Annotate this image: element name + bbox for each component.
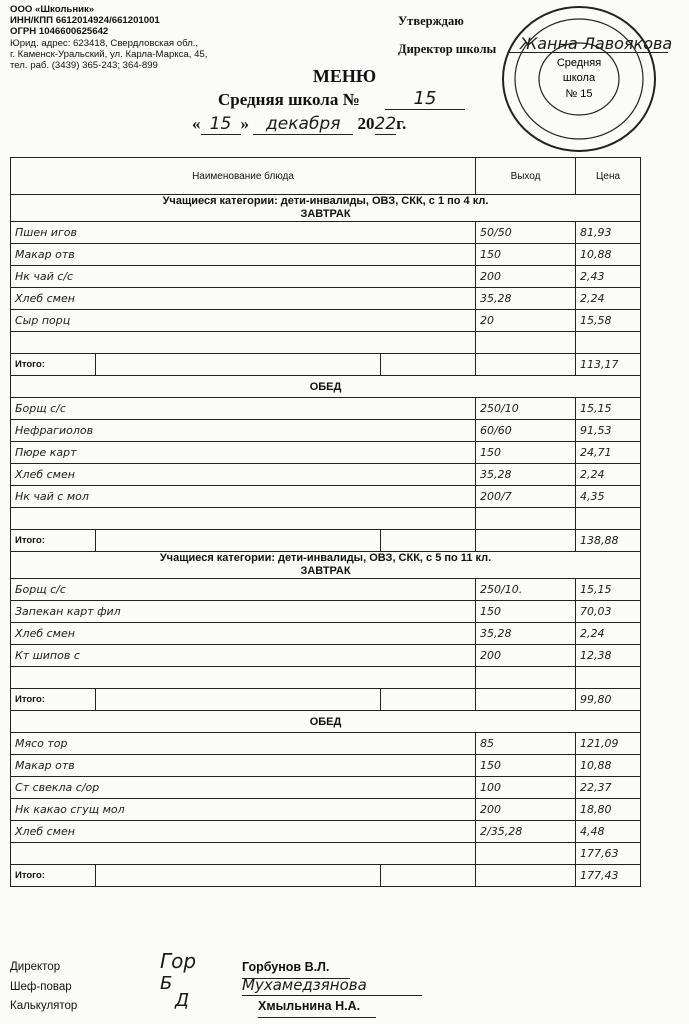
dish-output: 2/35,28 bbox=[476, 821, 576, 843]
signature-role: Калькулятор bbox=[10, 1000, 78, 1012]
total-value: 99,80 bbox=[576, 689, 641, 711]
empty-cell bbox=[11, 332, 476, 354]
dish-name: Макар отв bbox=[11, 755, 476, 777]
column-header-price: Цена bbox=[576, 158, 641, 195]
menu-date bbox=[192, 114, 406, 135]
signature-mark: Гор bbox=[160, 949, 197, 973]
date-close-quote: » bbox=[240, 114, 249, 133]
dish-name: Борщ с/с bbox=[11, 579, 476, 601]
meal-title: ОБЕД bbox=[11, 376, 641, 398]
org-name: ООО «Школьник» bbox=[10, 4, 95, 15]
dish-row bbox=[11, 310, 641, 332]
category-title: Учащиеся категории: дети-инвалиды, ОВЗ, СКК, с 1 по 4 кл. bbox=[162, 195, 489, 207]
total-spacer bbox=[381, 689, 476, 711]
dish-price: 15,15 bbox=[576, 398, 641, 420]
total-spacer bbox=[381, 530, 476, 552]
dish-name: Хлеб смен bbox=[11, 821, 476, 843]
column-header-name: Наименование блюда bbox=[11, 158, 476, 195]
stamp-line-3: № 15 bbox=[565, 88, 593, 100]
signature-name: Хмыльнина Н.А. bbox=[258, 997, 376, 1018]
org-address-1: Юрид. адрес: 623418, Свердловская обл., bbox=[10, 37, 199, 49]
empty-row bbox=[11, 667, 641, 689]
total-label: Итого: bbox=[11, 354, 96, 376]
table-header-row bbox=[11, 158, 641, 195]
dish-output: 150 bbox=[476, 244, 576, 266]
category-cell bbox=[11, 552, 641, 579]
category-row bbox=[11, 195, 641, 222]
signature-name: Горбунов В.Л. bbox=[242, 958, 350, 979]
total-row bbox=[11, 865, 641, 887]
signatures-block bbox=[10, 949, 367, 1017]
total-spacer bbox=[381, 354, 476, 376]
total-value: 138,88 bbox=[576, 530, 641, 552]
empty-cell bbox=[11, 843, 476, 865]
dish-row bbox=[11, 222, 641, 244]
dish-output: 60/60 bbox=[476, 420, 576, 442]
empty-cell bbox=[476, 843, 576, 865]
dish-name: Нк какао сгущ мол bbox=[11, 799, 476, 821]
dish-output: 35,28 bbox=[476, 464, 576, 486]
dish-row bbox=[11, 777, 641, 799]
category-title: Учащиеся категории: дети-инвалиды, ОВЗ, СКК, с 5 по 11 кл. bbox=[159, 552, 492, 564]
organization-block bbox=[10, 4, 207, 71]
empty-cell bbox=[11, 508, 476, 530]
signature-role: Шеф-повар bbox=[10, 980, 72, 993]
director-label: Директор школы bbox=[398, 42, 497, 56]
dish-price: 70,03 bbox=[576, 601, 641, 623]
category-row bbox=[11, 552, 641, 579]
date-year-end: г. bbox=[396, 114, 407, 133]
total-label: Итого: bbox=[11, 530, 96, 552]
empty-cell bbox=[476, 508, 576, 530]
date-day: 15 bbox=[201, 114, 241, 135]
date-month: декабря bbox=[253, 114, 353, 135]
dish-price: 4,48 bbox=[576, 821, 641, 843]
meal-title: ЗАВТРАК bbox=[300, 208, 351, 220]
dish-name: Ст свекла с/ор bbox=[11, 777, 476, 799]
dish-output: 200 bbox=[476, 645, 576, 667]
total-spacer bbox=[476, 354, 576, 376]
total-spacer bbox=[96, 354, 381, 376]
total-spacer bbox=[476, 865, 576, 887]
dish-name: Хлеб смен bbox=[11, 464, 476, 486]
org-ogrn: ОГРН 1046600625642 bbox=[10, 26, 109, 38]
meal-title: ОБЕД bbox=[11, 711, 641, 733]
stamp-line-2: школа bbox=[562, 72, 596, 84]
dish-output: 150 bbox=[476, 755, 576, 777]
dish-output: 85 bbox=[476, 733, 576, 755]
dish-output: 150 bbox=[476, 601, 576, 623]
subtotal-value: 177,63 bbox=[576, 843, 641, 865]
dish-name: Борщ с/с bbox=[11, 398, 476, 420]
dish-row bbox=[11, 486, 641, 508]
total-spacer bbox=[476, 689, 576, 711]
dish-name: Нефрагиолов bbox=[11, 420, 476, 442]
signature-role: Директор bbox=[10, 961, 61, 973]
total-value: 113,17 bbox=[576, 354, 641, 376]
dish-price: 12,38 bbox=[576, 645, 641, 667]
school-label: Средняя школа № bbox=[218, 90, 360, 109]
total-spacer bbox=[381, 865, 476, 887]
dish-price: 91,53 bbox=[576, 420, 641, 442]
dish-output: 200/7 bbox=[476, 486, 576, 508]
total-spacer bbox=[96, 865, 381, 887]
total-label: Итого: bbox=[11, 689, 96, 711]
dish-row bbox=[11, 244, 641, 266]
dish-price: 10,88 bbox=[576, 755, 641, 777]
dish-output: 35,28 bbox=[476, 288, 576, 310]
stamp-line-1: Средняя bbox=[556, 57, 602, 69]
empty-row bbox=[11, 843, 641, 865]
org-phone: тел. раб. (3439) 365-243; 364-899 bbox=[10, 60, 158, 72]
dish-name: Сыр порц bbox=[11, 310, 476, 332]
dish-output: 35,28 bbox=[476, 623, 576, 645]
category-cell bbox=[11, 195, 641, 222]
dish-output: 20 bbox=[476, 310, 576, 332]
signature-row-chef bbox=[10, 972, 367, 998]
dish-output: 100 bbox=[476, 777, 576, 799]
total-spacer bbox=[476, 530, 576, 552]
column-header-output: Выход bbox=[476, 158, 576, 195]
total-value: 177,43 bbox=[576, 865, 641, 887]
dish-row bbox=[11, 398, 641, 420]
empty-cell bbox=[576, 508, 641, 530]
dish-output: 150 bbox=[476, 442, 576, 464]
dish-price: 4,35 bbox=[576, 486, 641, 508]
empty-row bbox=[11, 332, 641, 354]
meal-row bbox=[11, 711, 641, 733]
org-inn: ИНН/КПП 6612014924/661201001 bbox=[10, 15, 160, 27]
dish-row bbox=[11, 623, 641, 645]
meal-title: ЗАВТРАК bbox=[300, 565, 351, 577]
dish-row bbox=[11, 579, 641, 601]
dish-price: 24,71 bbox=[576, 442, 641, 464]
dish-price: 2,24 bbox=[576, 288, 641, 310]
dish-price: 2,43 bbox=[576, 266, 641, 288]
date-open-quote: « bbox=[192, 114, 201, 133]
menu-title: МЕНЮ bbox=[312, 66, 377, 86]
empty-cell bbox=[11, 667, 476, 689]
empty-cell bbox=[576, 667, 641, 689]
dish-output: 200 bbox=[476, 266, 576, 288]
signature-row-director bbox=[10, 949, 330, 978]
total-row bbox=[11, 530, 641, 552]
org-address-2: г. Каменск-Уральский, ул. Карла-Маркса, 45, bbox=[10, 48, 208, 60]
dish-price: 2,24 bbox=[576, 623, 641, 645]
signature-row-calculator bbox=[10, 990, 361, 1017]
dish-output: 250/10 bbox=[476, 398, 576, 420]
dish-row bbox=[11, 733, 641, 755]
dish-row bbox=[11, 464, 641, 486]
dish-row bbox=[11, 601, 641, 623]
dish-price: 15,58 bbox=[576, 310, 641, 332]
dish-name: Хлеб смен bbox=[11, 288, 476, 310]
dish-output: 250/10. bbox=[476, 579, 576, 601]
signature-mark: Д bbox=[175, 990, 190, 1011]
dish-name: Нк чай с/с bbox=[11, 266, 476, 288]
dish-row bbox=[11, 645, 641, 667]
dish-price: 121,09 bbox=[576, 733, 641, 755]
dish-name: Мясо тор bbox=[11, 733, 476, 755]
dish-price: 22,37 bbox=[576, 777, 641, 799]
dish-name: Пюре карт bbox=[11, 442, 476, 464]
signature-name: Мухамедзянова bbox=[242, 976, 422, 997]
date-year-suffix: 22 bbox=[374, 114, 397, 134]
dish-row bbox=[11, 821, 641, 843]
total-label: Итого: bbox=[11, 865, 96, 887]
dish-name: Запекан карт фил bbox=[11, 601, 476, 623]
total-row bbox=[11, 689, 641, 711]
approval-label: Утверждаю bbox=[398, 14, 464, 28]
dish-name: Нк чай с мол bbox=[11, 486, 476, 508]
dish-output: 50/50 bbox=[476, 222, 576, 244]
empty-cell bbox=[476, 332, 576, 354]
total-row bbox=[11, 354, 641, 376]
dish-name: Макар отв bbox=[11, 244, 476, 266]
signature-mark: Б bbox=[160, 972, 173, 994]
total-spacer bbox=[96, 689, 381, 711]
dish-price: 10,88 bbox=[576, 244, 641, 266]
total-spacer bbox=[96, 530, 381, 552]
dish-name: Хлеб смен bbox=[11, 623, 476, 645]
dish-price: 15,15 bbox=[576, 579, 641, 601]
dish-row bbox=[11, 442, 641, 464]
empty-cell bbox=[576, 332, 641, 354]
director-signature: Жанна Лавоякова bbox=[520, 34, 673, 53]
dish-output: 200 bbox=[476, 799, 576, 821]
dish-name: Кт шипов с bbox=[11, 645, 476, 667]
dish-row bbox=[11, 288, 641, 310]
date-year-prefix: 20 bbox=[357, 114, 375, 133]
dish-row bbox=[11, 799, 641, 821]
dish-price: 81,93 bbox=[576, 222, 641, 244]
menu-table bbox=[10, 157, 641, 887]
school-number: 15 bbox=[385, 88, 465, 110]
dish-row bbox=[11, 755, 641, 777]
dish-row bbox=[11, 266, 641, 288]
empty-cell bbox=[476, 667, 576, 689]
dish-price: 18,80 bbox=[576, 799, 641, 821]
dish-row bbox=[11, 420, 641, 442]
dish-price: 2,24 bbox=[576, 464, 641, 486]
meal-row bbox=[11, 376, 641, 398]
empty-row bbox=[11, 508, 641, 530]
dish-name: Пшен игов bbox=[11, 222, 476, 244]
